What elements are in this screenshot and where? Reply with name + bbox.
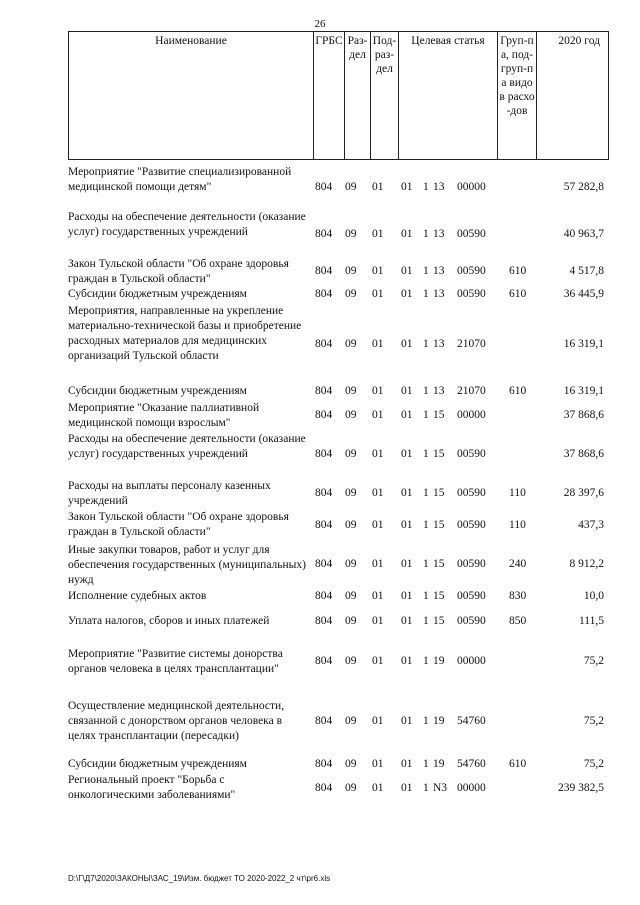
row-target-event: 13 xyxy=(433,338,445,350)
row-target-direction: 00590 xyxy=(457,558,486,570)
row-target-program: 01 xyxy=(401,519,413,531)
row-target-program: 01 xyxy=(401,288,413,300)
row-name: Субсидии бюджетным учреждениям xyxy=(68,385,247,397)
table-row xyxy=(68,614,608,647)
row-razdel: 09 xyxy=(345,338,357,350)
row-amount: 16 319,1 xyxy=(563,385,604,397)
row-razdel: 09 xyxy=(345,265,357,277)
row-target-event: N3 xyxy=(433,782,448,794)
row-target-type: 1 xyxy=(423,615,429,627)
row-razdel: 09 xyxy=(345,519,357,531)
row-razdel: 09 xyxy=(345,758,357,770)
row-target-direction: 54760 xyxy=(457,758,486,770)
row-name: Расходы на обеспечение деятельности (оказание услуг) государственных учреждений xyxy=(68,433,306,460)
table-row xyxy=(68,589,608,614)
row-target-type: 1 xyxy=(423,181,429,193)
row-grbs: 804 xyxy=(315,181,333,193)
row-name: Мероприятия, направленные на укрепление материально-технической базы и приобретение расходных материалов для медицинских организаций Тульской области xyxy=(68,305,302,362)
row-amount: 10,0 xyxy=(583,590,604,602)
row-grbs: 804 xyxy=(315,590,333,602)
row-grbs: 804 xyxy=(315,487,333,499)
row-razdel: 09 xyxy=(345,655,357,667)
row-target-direction: 00590 xyxy=(457,228,486,240)
table-row xyxy=(68,432,608,479)
row-expense-group: 110 xyxy=(509,487,526,499)
row-name: Мероприятие "Оказание паллиативной медицинской помощи взрослым" xyxy=(68,402,260,429)
row-name: Закон Тульской области "Об охране здоровья граждан в Тульской области" xyxy=(68,258,289,285)
row-target-program: 01 xyxy=(401,385,413,397)
row-razdel: 09 xyxy=(345,385,357,397)
row-expense-group: 850 xyxy=(509,615,527,627)
row-grbs: 804 xyxy=(315,288,333,300)
row-target-event: 13 xyxy=(433,385,445,397)
table-row xyxy=(68,647,608,699)
row-target-type: 1 xyxy=(423,288,429,300)
row-target-direction: 54760 xyxy=(457,715,486,727)
row-target-program: 01 xyxy=(401,181,413,193)
row-expense-group: 610 xyxy=(509,758,527,770)
column-header-name: Наименование xyxy=(69,32,314,160)
row-name: Уплата налогов, сборов и иных платежей xyxy=(68,615,270,627)
row-razdel: 09 xyxy=(345,487,357,499)
row-target-event: 13 xyxy=(433,228,445,240)
row-expense-group: 610 xyxy=(509,265,527,277)
row-podrazdel: 01 xyxy=(372,448,384,460)
row-amount: 40 963,7 xyxy=(563,228,604,240)
row-target-event: 13 xyxy=(433,265,445,277)
table-row xyxy=(68,757,608,773)
row-target-event: 19 xyxy=(433,655,445,667)
row-amount: 437,3 xyxy=(578,519,604,531)
row-target-program: 01 xyxy=(401,448,413,460)
row-grbs: 804 xyxy=(315,448,333,460)
row-target-type: 1 xyxy=(423,265,429,277)
row-target-event: 15 xyxy=(433,590,445,602)
row-name: Субсидии бюджетным учреждениям xyxy=(68,288,247,300)
row-target-program: 01 xyxy=(401,228,413,240)
row-amount: 239 382,5 xyxy=(558,782,604,794)
row-target-type: 1 xyxy=(423,487,429,499)
table-row xyxy=(68,304,608,384)
row-podrazdel: 01 xyxy=(372,338,384,350)
row-target-event: 15 xyxy=(433,448,445,460)
row-target-type: 1 xyxy=(423,655,429,667)
row-podrazdel: 01 xyxy=(372,181,384,193)
row-razdel: 09 xyxy=(345,228,357,240)
row-target-program: 01 xyxy=(401,655,413,667)
row-grbs: 804 xyxy=(315,338,333,350)
row-amount: 75,2 xyxy=(583,655,604,667)
row-name: Субсидии бюджетным учреждениям xyxy=(68,758,247,770)
file-path-footer: D:\Г\Д7\2020\ЗАКОНЫ\ЗАС_19\Изм. бюджет ТО 2020-2022_2 чт\pr6.xls xyxy=(68,874,331,883)
row-target-direction: 00590 xyxy=(457,519,486,531)
row-podrazdel: 01 xyxy=(372,590,384,602)
row-razdel: 09 xyxy=(345,615,357,627)
row-name: Расходы на выплаты персоналу казенных учреждений xyxy=(68,480,271,507)
row-grbs: 804 xyxy=(315,782,333,794)
row-grbs: 804 xyxy=(315,715,333,727)
row-target-direction: 00000 xyxy=(457,409,486,421)
row-razdel: 09 xyxy=(345,409,357,421)
row-podrazdel: 01 xyxy=(372,655,384,667)
table-row xyxy=(68,210,608,257)
row-target-type: 1 xyxy=(423,519,429,531)
row-target-program: 01 xyxy=(401,615,413,627)
page-number: 26 xyxy=(314,18,326,30)
row-name: Региональный проект "Борьба с онкологическими заболеваниями" xyxy=(68,774,236,801)
row-target-program: 01 xyxy=(401,558,413,570)
row-expense-group: 610 xyxy=(509,385,527,397)
row-name: Закон Тульской области "Об охране здоровья граждан в Тульской области" xyxy=(68,511,289,538)
table-row xyxy=(68,384,608,401)
row-grbs: 804 xyxy=(315,385,333,397)
row-amount: 36 445,9 xyxy=(563,288,604,300)
row-target-type: 1 xyxy=(423,338,429,350)
row-target-type: 1 xyxy=(423,448,429,460)
row-target-program: 01 xyxy=(401,715,413,727)
table-row xyxy=(68,287,608,304)
row-target-type: 1 xyxy=(423,715,429,727)
row-target-direction: 00590 xyxy=(457,615,486,627)
table-row xyxy=(68,510,608,543)
row-podrazdel: 01 xyxy=(372,782,384,794)
row-target-program: 01 xyxy=(401,338,413,350)
row-amount: 28 397,6 xyxy=(563,487,604,499)
row-target-type: 1 xyxy=(423,409,429,421)
row-target-event: 19 xyxy=(433,758,445,770)
row-razdel: 09 xyxy=(345,181,357,193)
row-target-event: 13 xyxy=(433,181,445,193)
row-target-event: 15 xyxy=(433,519,445,531)
row-target-type: 1 xyxy=(423,782,429,794)
row-grbs: 804 xyxy=(315,758,333,770)
table-row xyxy=(68,401,608,432)
row-name: Мероприятие "Развитие специализированной медицинской помощи детям" xyxy=(68,166,292,193)
row-target-direction: 00590 xyxy=(457,265,486,277)
row-podrazdel: 01 xyxy=(372,615,384,627)
column-header-podrazdel: Под-раз-дел xyxy=(371,32,399,160)
row-amount: 57 282,8 xyxy=(563,181,604,193)
row-razdel: 09 xyxy=(345,448,357,460)
table-body xyxy=(68,165,608,805)
row-podrazdel: 01 xyxy=(372,715,384,727)
row-podrazdel: 01 xyxy=(372,409,384,421)
row-amount: 37 868,6 xyxy=(563,409,604,421)
row-target-program: 01 xyxy=(401,758,413,770)
row-target-event: 19 xyxy=(433,715,445,727)
row-target-event: 15 xyxy=(433,409,445,421)
row-target-direction: 21070 xyxy=(457,385,486,397)
row-target-type: 1 xyxy=(423,758,429,770)
row-target-direction: 00000 xyxy=(457,181,486,193)
row-target-type: 1 xyxy=(423,590,429,602)
row-razdel: 09 xyxy=(345,590,357,602)
row-podrazdel: 01 xyxy=(372,265,384,277)
row-target-program: 01 xyxy=(401,487,413,499)
row-target-direction: 00000 xyxy=(457,655,486,667)
row-grbs: 804 xyxy=(315,265,333,277)
row-amount: 75,2 xyxy=(583,758,604,770)
row-razdel: 09 xyxy=(345,715,357,727)
row-grbs: 804 xyxy=(315,655,333,667)
row-name: Расходы на обеспечение деятельности (оказание услуг) государственных учреждений xyxy=(68,211,306,238)
row-name: Осуществление медицинской деятельности, связанной с донорством органов человека в целях трансплантации (пересадки) xyxy=(68,700,285,742)
table-row xyxy=(68,699,608,757)
row-grbs: 804 xyxy=(315,228,333,240)
row-grbs: 804 xyxy=(315,615,333,627)
table-row xyxy=(68,773,608,805)
row-target-event: 15 xyxy=(433,615,445,627)
row-amount: 111,5 xyxy=(578,615,604,627)
row-target-program: 01 xyxy=(401,590,413,602)
column-header-year: 2020 год xyxy=(537,32,609,160)
row-podrazdel: 01 xyxy=(372,558,384,570)
row-podrazdel: 01 xyxy=(372,519,384,531)
table-row xyxy=(68,479,608,510)
row-podrazdel: 01 xyxy=(372,288,384,300)
row-expense-group: 610 xyxy=(509,288,527,300)
row-target-type: 1 xyxy=(423,228,429,240)
row-target-type: 1 xyxy=(423,558,429,570)
row-target-direction: 00000 xyxy=(457,782,486,794)
row-amount: 4 517,8 xyxy=(569,265,604,277)
table-header xyxy=(68,31,609,160)
row-target-program: 01 xyxy=(401,782,413,794)
row-name: Исполнение судебных актов xyxy=(68,590,207,602)
row-razdel: 09 xyxy=(345,288,357,300)
row-razdel: 09 xyxy=(345,558,357,570)
row-target-program: 01 xyxy=(401,265,413,277)
row-podrazdel: 01 xyxy=(372,385,384,397)
row-podrazdel: 01 xyxy=(372,228,384,240)
row-target-type: 1 xyxy=(423,385,429,397)
row-target-direction: 00590 xyxy=(457,448,486,460)
table-row xyxy=(68,257,608,287)
row-name: Мероприятие "Развитие системы донорства органов человека в целях трансплантации" xyxy=(68,648,283,675)
column-header-grbs: ГРБС xyxy=(314,32,345,160)
row-amount: 16 319,1 xyxy=(563,338,604,350)
row-target-program: 01 xyxy=(401,409,413,421)
row-podrazdel: 01 xyxy=(372,758,384,770)
row-target-direction: 00590 xyxy=(457,487,486,499)
column-header-target: Целевая статья xyxy=(399,32,498,160)
table-row xyxy=(68,165,608,210)
row-name: Иные закупки товаров, работ и услуг для обеспечения государственных (муниципальных) нужд xyxy=(68,544,306,586)
row-amount: 8 912,2 xyxy=(569,558,604,570)
row-expense-group: 830 xyxy=(509,590,527,602)
row-target-direction: 00590 xyxy=(457,288,486,300)
row-amount: 75,2 xyxy=(583,715,604,727)
row-grbs: 804 xyxy=(315,558,333,570)
row-razdel: 09 xyxy=(345,782,357,794)
row-target-direction: 00590 xyxy=(457,590,486,602)
row-amount: 37 868,6 xyxy=(563,448,604,460)
row-podrazdel: 01 xyxy=(372,487,384,499)
column-header-group: Груп-па, под-груп-па видов расхо-дов xyxy=(498,32,537,160)
row-target-event: 15 xyxy=(433,487,445,499)
column-header-razdel: Раз-дел xyxy=(345,32,371,160)
row-expense-group: 110 xyxy=(509,519,526,531)
row-grbs: 804 xyxy=(315,409,333,421)
row-expense-group: 240 xyxy=(509,558,527,570)
row-target-event: 15 xyxy=(433,558,445,570)
row-target-direction: 21070 xyxy=(457,338,486,350)
row-grbs: 804 xyxy=(315,519,333,531)
table-row xyxy=(68,543,608,589)
row-target-event: 13 xyxy=(433,288,445,300)
